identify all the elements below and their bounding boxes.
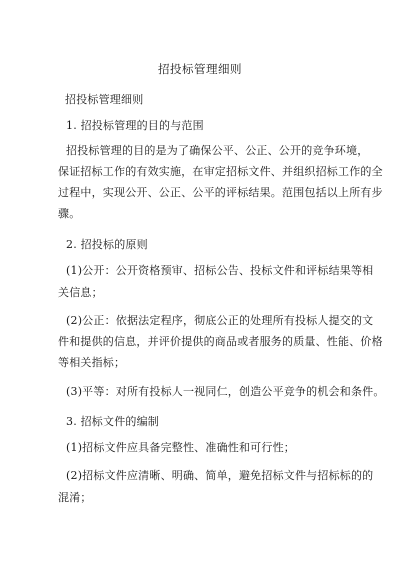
section-2-item-2: (2)公正：依据法定程序，彻底公正的处理所有投标人提交的文	[66, 314, 374, 327]
section-3-heading: 3. 招标文件的编制	[66, 415, 159, 428]
document-title: 招投标管理细则	[158, 62, 242, 76]
section-1-line: 招投标管理的目的是为了确保公平、公正、公开的竞争环境，	[66, 144, 369, 157]
section-3-item-1: (1)招标文件应具备完整性、准确性和可行性；	[66, 441, 295, 454]
section-2-item-1: 关信息；	[58, 286, 103, 299]
section-1-line: 骤。	[58, 207, 81, 220]
section-1-line: 过程中，实现公开、公正、公平的评标结果。范围包括以上所有步	[58, 186, 383, 199]
section-3-item-2: 混淆；	[58, 491, 92, 504]
section-2-item-1: (1)公开：公开资格预审、招标公告、投标文件和评标结果等相	[66, 264, 374, 277]
section-2-heading: 2. 招投标的原则	[66, 238, 148, 251]
document-subtitle: 招投标管理细则	[65, 93, 144, 106]
section-1-heading: 1. 招投标管理的目的与范围	[66, 119, 204, 132]
section-1-line: 保证招标工作的有效实施，在审定招标文件、并组织招标工作的全	[58, 165, 383, 178]
section-2-item-2: 等相关指标；	[58, 356, 126, 369]
section-3-item-2: (2)招标文件应清晰、明确、简单，避免招标文件与招标标的的	[66, 469, 374, 482]
section-2-item-3: (3)平等：对所有投标人一视同仁，创造公平竞争的机会和条件。	[66, 385, 385, 398]
section-2-item-2: 件和提供的信息，并评价提供的商品或者服务的质量、性能、价格	[58, 335, 383, 348]
